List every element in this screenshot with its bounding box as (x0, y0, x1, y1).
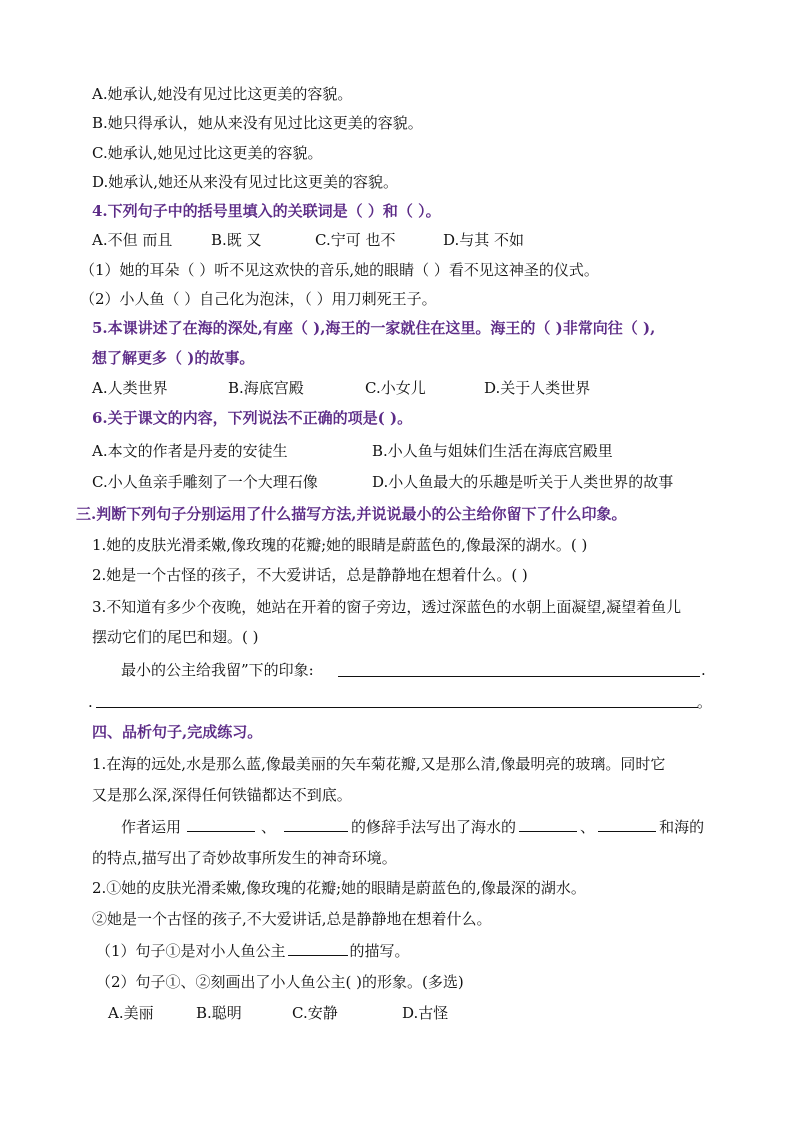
description-blank[interactable] (288, 941, 348, 956)
q4-option-d: D.与其 不如 (443, 231, 525, 249)
q5-option-a: A.人类世界 (92, 379, 168, 397)
feature-blank-1[interactable] (519, 817, 577, 832)
section-3-item-1: 1.她的皮肤光滑柔嫩,像玫瑰的花瓣;她的眼睛是蔚蓝色的,像最深的湖水。( ) (92, 536, 588, 554)
impression-answer-line-2[interactable] (96, 707, 698, 708)
impression-answer-line-1[interactable] (338, 676, 700, 677)
q5-stem-line-2: 想了解更多（ )的故事。 (92, 349, 255, 367)
section-3-item-2: 2.她是一个古怪的孩子，不大爱讲话，总是静静地在想着什么。( ) (92, 566, 528, 584)
section-3-item-3-line-2: 摆动它们的尾巴和翅。( ) (92, 628, 259, 646)
feature-blank-2[interactable] (598, 817, 656, 832)
section-4-p1-line-2: 又是那么深,深得任何铁锚都达不到底。 (92, 786, 352, 804)
q5-option-d: D.关于人类世界 (484, 379, 591, 397)
q4-option-b: B.既 又 (211, 231, 262, 249)
q3-option-b: B.她只得承认，她从来没有见过比这更美的容貌。 (92, 114, 423, 132)
sub-question-1-text: （1）句子①是对小人鱼公主 (96, 942, 286, 960)
fill-sentence (121, 817, 704, 837)
q6-option-a: A.本文的作者是丹麦的安徒生 (92, 442, 288, 460)
fill-text-5: 和海的 (659, 818, 705, 836)
q3-option-c: C.她承认,她见过比这更美的容貌。 (92, 144, 323, 162)
impression-dot-1: . (701, 661, 706, 679)
q5-option-c: C.小女儿 (365, 379, 426, 397)
q6-option-d: D.小人鱼最大的乐趣是听关于人类世界的故事 (372, 473, 674, 491)
fill-text-3: 的修辞手法写出了海水的 (351, 818, 517, 836)
q5-option-b: B.海底宫殿 (228, 379, 304, 397)
sub-question-1 (96, 941, 410, 961)
q3-option-a: A.她承认,她没有见过比这更美的容貌。 (92, 85, 353, 103)
impression-dot-2: . (88, 693, 93, 711)
fill-text-2: 、 (261, 818, 277, 836)
q-option-a: A.美丽 (108, 1004, 154, 1022)
impression-end-mark: 。 (697, 693, 713, 711)
q-option-d: D.古怪 (402, 1004, 449, 1022)
q-option-c: C.安静 (292, 1004, 338, 1022)
q6-option-b: B.小人鱼与姐妹们生活在海底宫殿里 (372, 442, 613, 460)
q4-stem: 4.下列句子中的括号里填入的关联词是（ ）和（ ）。 (92, 202, 441, 220)
sub-question-1-end: 的描写。 (349, 942, 410, 960)
q6-option-c: C.小人鱼亲手雕刻了一个大理石像 (92, 473, 318, 491)
q-option-b: B.聪明 (196, 1004, 242, 1022)
q5-stem-line-1: 5.本课讲述了在海的深处,有座（ ),海王的一家就住在这里。海王的（ )非常向往（ ), (92, 319, 656, 337)
q4-sentence-2: （2）小人鱼（ ）自己化为泡沫，（ ）用刀刺死王子。 (80, 290, 437, 308)
q4-option-a: A.不但 而且 (92, 231, 173, 249)
sub-question-2: （2）句子①、②刻画出了小人鱼公主( )的形象。(多选) (96, 973, 464, 991)
section-4-p2-sentence-1: 2.①她的皮肤光滑柔嫩,像玫瑰的花瓣;她的眼睛是蔚蓝色的,像最深的湖水。 (92, 879, 586, 897)
q6-stem: 6.关于课文的内容，下列说法不正确的项是( )。 (92, 409, 413, 427)
section-3-title: 三.判断下列句子分别运用了什么描写方法,并说说最小的公主给你留下了什么印象。 (76, 505, 627, 523)
section-4-p2-sentence-2: ②她是一个古怪的孩子,不大爱讲话,总是静静地在想着什么。 (92, 910, 492, 928)
q3-option-d: D.她承认,她还从来没有见过比这更美的容貌。 (92, 173, 399, 191)
fill-text-1: 作者运用 (121, 818, 182, 836)
rhetoric-blank-2[interactable] (284, 817, 348, 832)
section-3-item-3-line-1: 3.不知道有多少个夜晚，她站在开着的窗子旁边，透过深蓝色的水朝上面凝望,凝望着鱼儿 (92, 598, 682, 616)
section-4-title: 四、品析句子,完成练习。 (92, 723, 263, 741)
rhetoric-blank-1[interactable] (187, 817, 255, 832)
impression-label: 最小的公主给我留”下的印象: (121, 661, 314, 679)
fill-sentence-end: 的特点,描写出了奇妙故事所发生的神奇环境。 (92, 849, 397, 867)
q4-sentence-1: （1）她的耳朵（ ）听不见这欢快的音乐,她的眼睛（ ）看不见这神圣的仪式。 (80, 261, 599, 279)
section-4-p1-line-1: 1.在海的远处,水是那么蓝,像最美丽的矢车菊花瓣,又是那么清,像最明亮的玻璃。同时它 (92, 755, 666, 773)
fill-text-4: 、 (580, 818, 596, 836)
q4-option-c: C.宁可 也不 (315, 231, 396, 249)
